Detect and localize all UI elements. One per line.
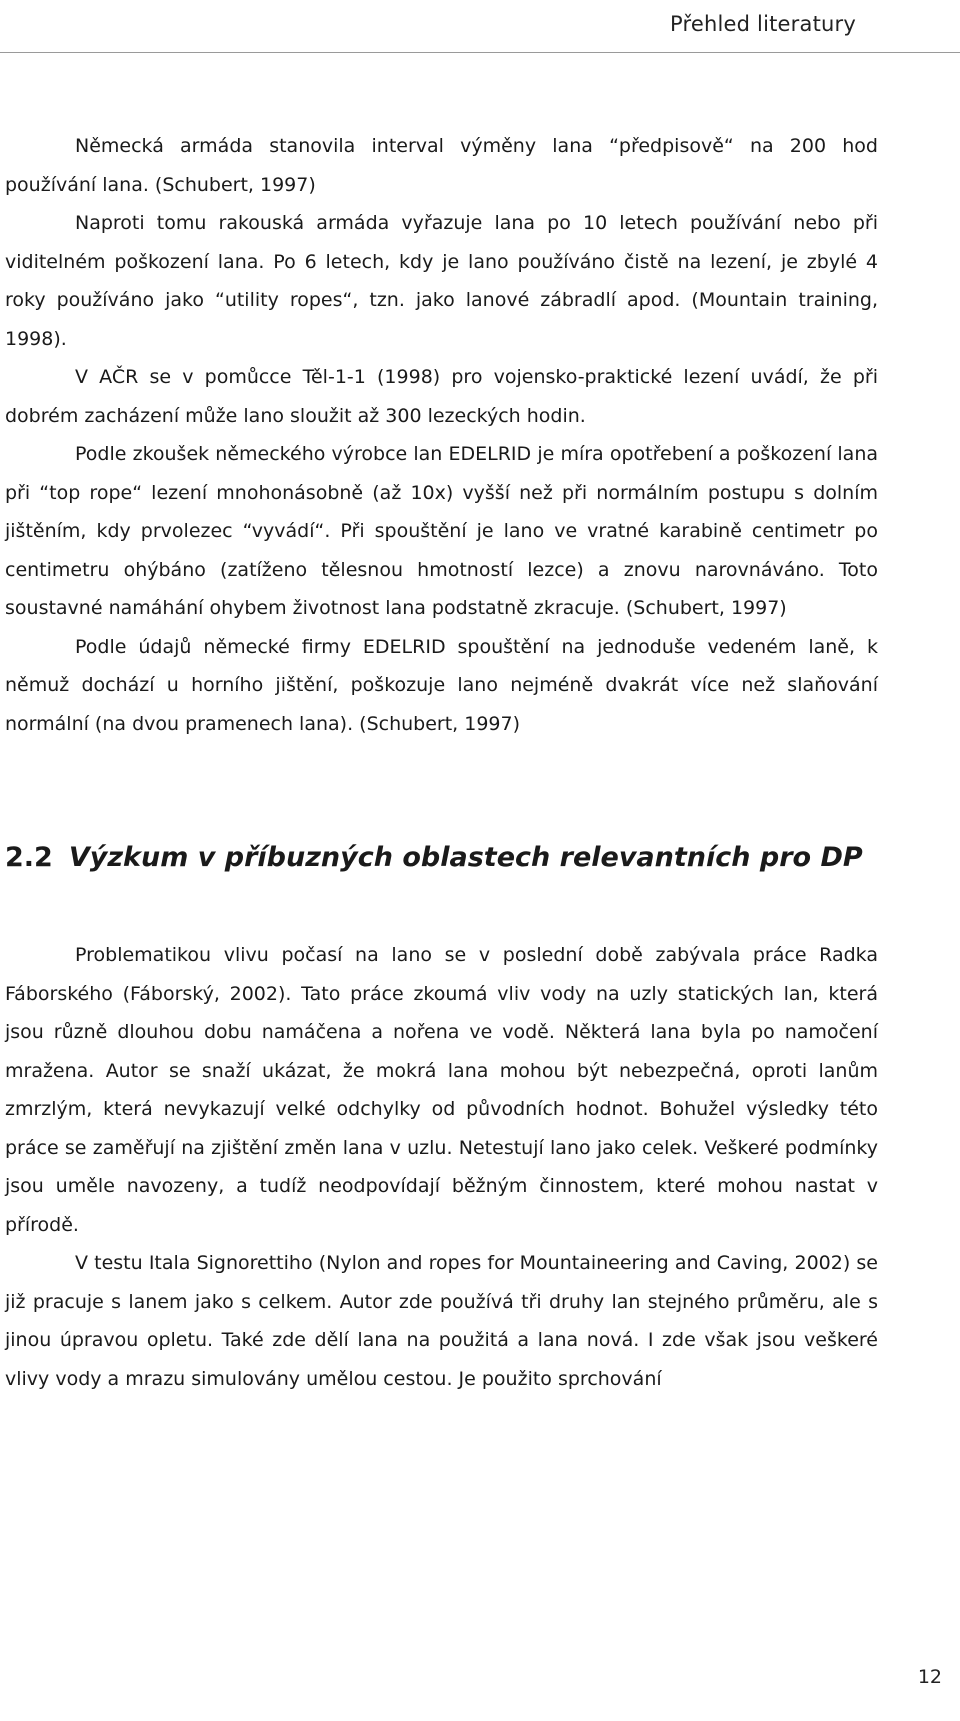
paragraph: Naproti tomu rakouská armáda vyřazuje lana po 10 letech používání nebo při viditelném poškození lana. Po 6 letech, kdy je lano používáno čistě na lezení, je zbylé 4 roky používáno jako “utility ropes“, tzn. jako lanové zábradlí apod. (Mountain training, 1998).	[5, 212, 878, 350]
paragraph: V testu Itala Signorettiho (Nylon and ropes for Mountaineering and Caving, 2002) se již pracuje s lanem jako s celkem. Autor zde používá tři druhy lan stejného průměru, ale s jinou úpravou opletu. Také zde dělí lana na použitá a lana nová. I zde však jsou veškeré vlivy vody a mrazu simulovány umělou cestou. Je použito sprchování	[5, 1252, 878, 1390]
document-body	[5, 127, 878, 1398]
paragraph: V AČR se v pomůcce Těl-1-1 (1998) pro vojensko-praktické lezení uvádí, že při dobrém zacházení může lano sloužit až 300 lezeckých hodin.	[5, 366, 878, 427]
page-number: 12	[917, 1666, 942, 1688]
header-title: Přehled literatury	[670, 12, 856, 36]
paragraph: Podle údajů německé firmy EDELRID spouštění na jednoduše vedeném laně, k němuž dochází u horního jištění, poškozuje lano nejméně dvakrát více než slaňování normální (na dvou pramenech lana). (Schubert, 1997)	[5, 635, 878, 735]
section-title: Výzkum v příbuzných oblastech relevantních pro DP	[68, 842, 863, 873]
paragraph: Německá armáda stanovila interval výměny lana “předpisově“ na 200 hod používání lana. (Schubert, 1997)	[5, 135, 878, 196]
page-header	[0, 0, 960, 53]
paragraph: Podle zkoušek německého výrobce lan EDELRID je míra opotřebení a poškození lana při “top rope“ lezení mnohonásobně (až 10x) vyšší než při normálním postupu s dolním jištěním, kdy prvolezec “vyvádí“. Při spouštění je lano ve vratné karabině centimetr po centimetru ohýbáno (zatíženo tělesnou hmotností lezce) a znovu narovnáváno. Toto soustavné namáhání ohybem životnost lana podstatně zkracuje. (Schubert, 1997)	[5, 443, 878, 619]
section-number: 2.2	[5, 842, 53, 873]
section-heading	[5, 838, 878, 878]
paragraph: Problematikou vlivu počasí na lano se v poslední době zabývala práce Radka Fáborského (Fáborský, 2002). Tato práce zkoumá vliv vody na uzly statických lan, která jsou různě dlouhou dobu namáčena a nořena ve vodě. Některá lana byla po namočení mražena. Autor se snaží ukázat, že mokrá lana mohou být nebezpečná, oproti lanům zmrzlým, která nevykazují velké odchylky od původních hodnot. Bohužel výsledky této práce se zaměřují na zjištění změn lana v uzlu. Netestují lano jako celek. Veškeré podmínky jsou uměle navozeny, a tudíž neodpovídají běžným činnostem, které mohou nastat v přírodě.	[5, 944, 878, 1236]
